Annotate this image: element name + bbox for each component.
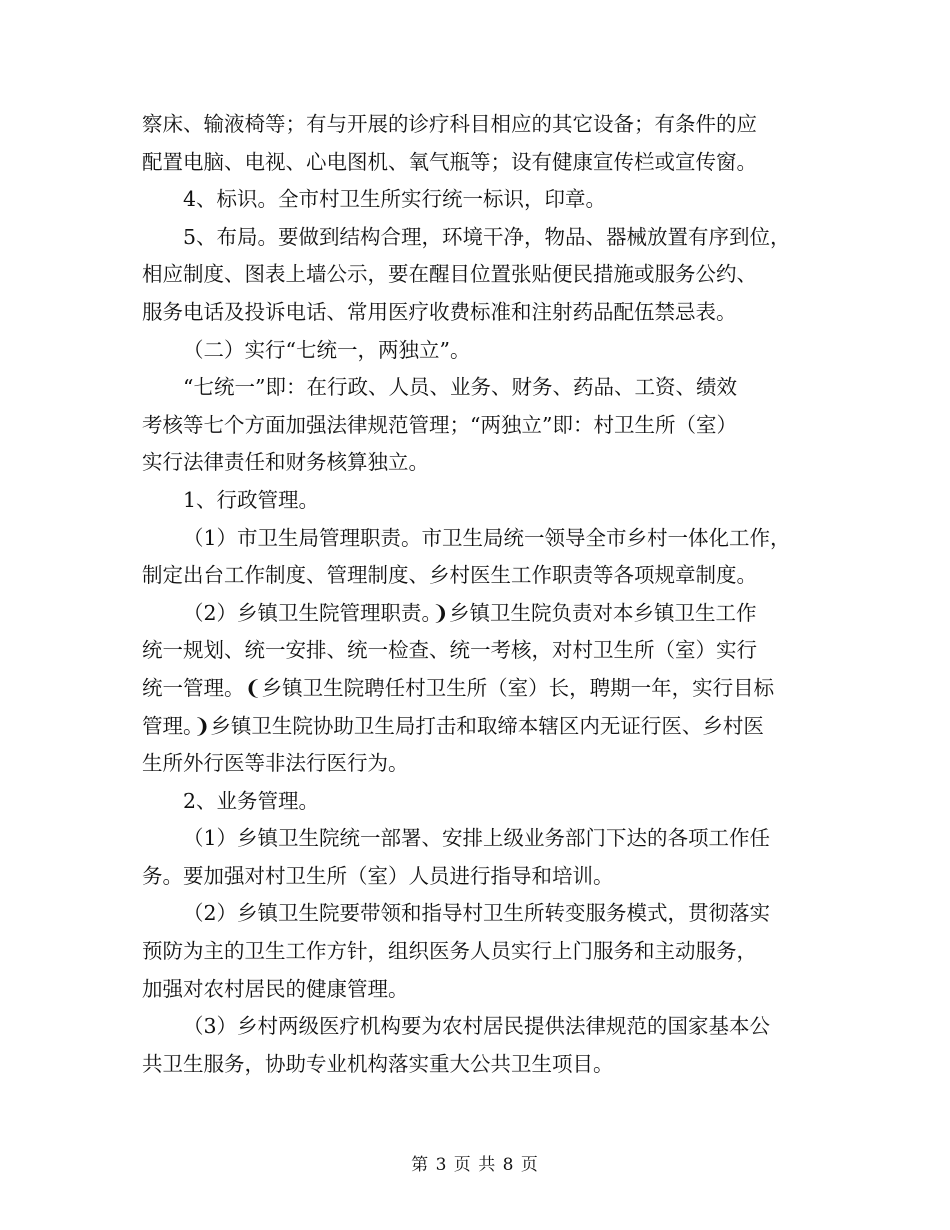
paragraph-line: 预防为主的卫生工作方针，组织医务人员实行上门服务和主动服务，	[142, 939, 757, 964]
paragraph-line: （1）乡镇卫生院统一部署、安排上级业务部门下达的各项工作任	[183, 826, 771, 851]
subsection-heading: 2、业务管理。	[183, 788, 320, 813]
paragraph-line: 察床、输液椅等；有与开展的诊疗科目相应的其它设备；有条件的应	[142, 112, 757, 136]
paragraph-line: 务。要加强对村卫生所（室）人员进行指导和培训。	[142, 863, 614, 888]
paragraph-line: 考核等七个方面加强法律规范管理；“两独立”即：村卫生所（室）	[142, 412, 737, 437]
document-body	[142, 106, 822, 1083]
paragraph-line: 统一规划、统一安排、统一检查、统一考核，对村卫生所（室）实行	[142, 638, 757, 663]
paragraph-line: 加强对农村居民的健康管理。	[142, 976, 409, 1001]
paragraph-line: 制定出台工作制度、管理制度、乡村医生工作职责等各项规章制度。	[142, 563, 757, 588]
paragraph-line: 统一管理。❨乡镇卫生院聘任村卫生所（室）长，聘期一年，实行目标	[142, 675, 775, 700]
subsection-heading: 1、行政管理。	[183, 487, 320, 512]
paragraph-line: 共卫生服务，协助专业机构落实重大公共卫生项目。	[142, 1051, 614, 1076]
paragraph-line: 实行法律责任和财务核算独立。	[142, 450, 429, 475]
page-number-footer: 第 3 页 共 8 页	[411, 1155, 539, 1175]
paragraph-line: 相应制度、图表上墙公示，要在醒目位置张贴便民措施或服务公约、	[142, 262, 757, 287]
paragraph-line: 服务电话及投诉电话、常用医疗收费标准和注射药品配伍禁忌表。	[142, 299, 737, 324]
paragraph-line: 生所外行医等非法行医行为。	[142, 751, 409, 776]
paragraph-line: （2）乡镇卫生院管理职责。❩乡镇卫生院负责对本乡镇卫生工作	[183, 600, 757, 625]
paragraph-line: （2）乡镇卫生院要带领和指导村卫生所转变服务模式，贯彻落实	[183, 901, 771, 926]
paragraph-line: （3）乡村两级医疗机构要为农村居民提供法律规范的国家基本公	[183, 1014, 771, 1039]
paragraph-line: 配置电脑、电视、心电图机、氧气瓶等；设有健康宣传栏或宣传窗。	[142, 149, 757, 174]
paragraph-line: 5、布局。要做到结构合理，环境干净，物品、器械放置有序到位，	[183, 224, 791, 249]
paragraph-line: “七统一”即：在行政、人员、业务、财务、药品、工资、绩效	[183, 375, 737, 400]
paragraph-line: 管理。❩乡镇卫生院协助卫生局打击和取缔本辖区内无证行医、乡村医	[142, 713, 764, 738]
section-heading: （二）实行“七统一，两独立”。	[183, 337, 471, 362]
paragraph-line: （1）市卫生局管理职责。市卫生局统一领导全市乡村一体化工作，	[183, 525, 791, 550]
paragraph-line: 4、标识。全市村卫生所实行统一标识，印章。	[183, 187, 607, 212]
